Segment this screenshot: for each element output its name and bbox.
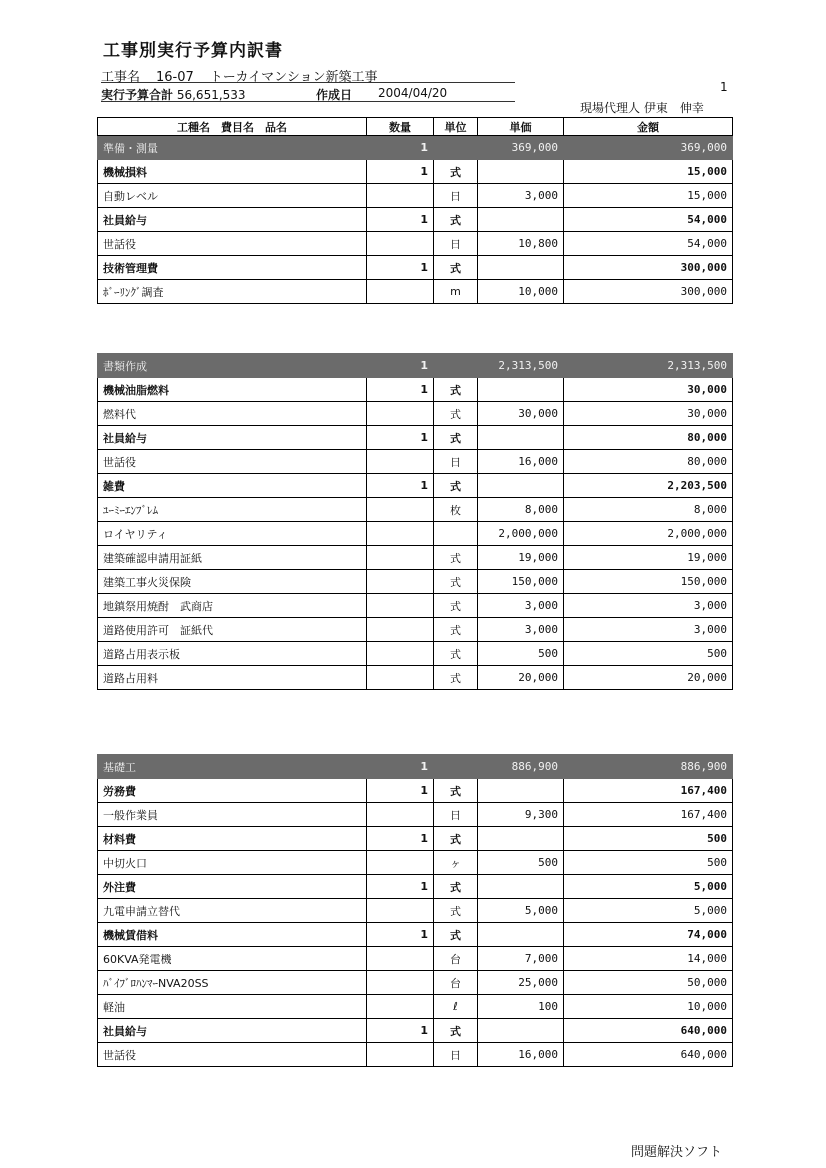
project-label: 工事名	[101, 70, 141, 85]
item-qty	[367, 899, 434, 923]
item-amount: 19,000	[564, 546, 733, 570]
item-name: 世話役	[98, 1043, 367, 1067]
item-unit: m	[434, 280, 478, 304]
item-qty	[367, 546, 434, 570]
category-amount: 15,000	[564, 160, 733, 184]
category-row	[98, 426, 733, 450]
column-header-row	[98, 118, 733, 136]
item-qty	[367, 280, 434, 304]
item-qty	[367, 1043, 434, 1067]
column-header-unit: 単位	[434, 118, 478, 136]
category-price	[478, 1019, 564, 1043]
item-unit	[434, 522, 478, 546]
item-row	[98, 402, 733, 426]
section-qty: 1	[367, 755, 434, 779]
item-amount: 150,000	[564, 570, 733, 594]
item-price: 10,800	[478, 232, 564, 256]
item-row	[98, 642, 733, 666]
item-amount: 30,000	[564, 402, 733, 426]
category-amount: 80,000	[564, 426, 733, 450]
item-row	[98, 522, 733, 546]
document-title: 工事別実行予算内訳書	[103, 41, 283, 61]
item-name: 道路占用表示板	[98, 642, 367, 666]
category-unit: 式	[434, 923, 478, 947]
section-qty: 1	[367, 136, 434, 160]
item-qty	[367, 642, 434, 666]
category-qty: 1	[367, 378, 434, 402]
item-row	[98, 803, 733, 827]
category-amount: 54,000	[564, 208, 733, 232]
category-name: 機械損料	[98, 160, 367, 184]
category-unit: 式	[434, 160, 478, 184]
item-amount: 3,000	[564, 618, 733, 642]
item-amount: 10,000	[564, 995, 733, 1019]
footer-brand: 問題解決ソフト	[631, 1145, 723, 1160]
category-qty: 1	[367, 923, 434, 947]
section-amount: 886,900	[564, 755, 733, 779]
category-name: 外注費	[98, 875, 367, 899]
category-name: 社員給与	[98, 426, 367, 450]
item-name: 燃料代	[98, 402, 367, 426]
section-price: 2,313,500	[478, 354, 564, 378]
item-name: 中切火口	[98, 851, 367, 875]
item-qty	[367, 666, 434, 690]
category-qty: 1	[367, 1019, 434, 1043]
item-row	[98, 594, 733, 618]
item-price: 500	[478, 642, 564, 666]
category-price	[478, 875, 564, 899]
item-unit: 台	[434, 947, 478, 971]
section-amount: 369,000	[564, 136, 733, 160]
category-unit: 式	[434, 875, 478, 899]
item-name: 軽油	[98, 995, 367, 1019]
item-name: ﾎﾞｰﾘﾝｸﾞ調査	[98, 280, 367, 304]
item-unit: 日	[434, 184, 478, 208]
item-row	[98, 899, 733, 923]
item-price: 5,000	[478, 899, 564, 923]
item-price: 9,300	[478, 803, 564, 827]
total-label: 実行予算合計	[101, 88, 174, 102]
category-qty: 1	[367, 208, 434, 232]
item-row	[98, 232, 733, 256]
category-amount: 2,203,500	[564, 474, 733, 498]
budget-section-table	[97, 117, 733, 304]
item-name: 自動レベル	[98, 184, 367, 208]
category-name: 技術管理費	[98, 256, 367, 280]
category-price	[478, 160, 564, 184]
total-value: 56,651,533	[176, 88, 246, 102]
category-qty: 1	[367, 827, 434, 851]
item-name: ロイヤリティ	[98, 522, 367, 546]
budget-section-table	[97, 353, 733, 690]
item-amount: 500	[564, 642, 733, 666]
item-name: 地鎮祭用焼酎 武商店	[98, 594, 367, 618]
item-price: 30,000	[478, 402, 564, 426]
item-price: 10,000	[478, 280, 564, 304]
item-row	[98, 280, 733, 304]
category-name: 社員給与	[98, 1019, 367, 1043]
section-header-row	[98, 136, 733, 160]
category-row	[98, 923, 733, 947]
item-unit: 式	[434, 618, 478, 642]
item-qty	[367, 995, 434, 1019]
item-amount: 300,000	[564, 280, 733, 304]
item-unit: 式	[434, 642, 478, 666]
category-price	[478, 208, 564, 232]
item-unit: 台	[434, 971, 478, 995]
item-name: 世話役	[98, 232, 367, 256]
category-row	[98, 208, 733, 232]
project-code: 16-07	[156, 70, 194, 85]
item-amount: 54,000	[564, 232, 733, 256]
item-qty	[367, 402, 434, 426]
category-name: 材料費	[98, 827, 367, 851]
page-number: 1	[720, 80, 728, 94]
item-amount: 640,000	[564, 1043, 733, 1067]
item-unit: 式	[434, 594, 478, 618]
category-amount: 500	[564, 827, 733, 851]
category-row	[98, 1019, 733, 1043]
section-header-row	[98, 755, 733, 779]
category-row	[98, 378, 733, 402]
item-row	[98, 498, 733, 522]
category-price	[478, 474, 564, 498]
item-price: 2,000,000	[478, 522, 564, 546]
category-amount: 167,400	[564, 779, 733, 803]
category-amount: 30,000	[564, 378, 733, 402]
item-amount: 14,000	[564, 947, 733, 971]
item-row	[98, 995, 733, 1019]
item-price: 100	[478, 995, 564, 1019]
item-amount: 5,000	[564, 899, 733, 923]
category-unit: 式	[434, 1019, 478, 1043]
item-row	[98, 971, 733, 995]
budget-section-table	[97, 754, 733, 1067]
category-unit: 式	[434, 474, 478, 498]
item-unit: ヶ	[434, 851, 478, 875]
section-unit	[434, 354, 478, 378]
item-qty	[367, 450, 434, 474]
category-price	[478, 779, 564, 803]
category-amount: 5,000	[564, 875, 733, 899]
item-amount: 3,000	[564, 594, 733, 618]
item-price: 3,000	[478, 618, 564, 642]
column-header-price: 単価	[478, 118, 564, 136]
item-row	[98, 947, 733, 971]
section-unit	[434, 755, 478, 779]
section-amount: 2,313,500	[564, 354, 733, 378]
item-price: 19,000	[478, 546, 564, 570]
category-qty: 1	[367, 160, 434, 184]
category-price	[478, 923, 564, 947]
category-amount: 74,000	[564, 923, 733, 947]
item-qty	[367, 618, 434, 642]
category-name: 雑費	[98, 474, 367, 498]
item-row	[98, 618, 733, 642]
item-name: 世話役	[98, 450, 367, 474]
item-unit: 式	[434, 402, 478, 426]
item-price: 8,000	[478, 498, 564, 522]
category-price	[478, 256, 564, 280]
item-price: 7,000	[478, 947, 564, 971]
section-name: 書類作成	[98, 354, 367, 378]
item-unit: 式	[434, 546, 478, 570]
category-unit: 式	[434, 426, 478, 450]
item-price: 16,000	[478, 450, 564, 474]
category-qty: 1	[367, 426, 434, 450]
column-header-name: 工種名 費目名 品名	[98, 118, 367, 136]
item-unit: 日	[434, 232, 478, 256]
category-price	[478, 378, 564, 402]
item-name: 60KVA発電機	[98, 947, 367, 971]
item-row	[98, 450, 733, 474]
category-row	[98, 779, 733, 803]
item-unit: 日	[434, 450, 478, 474]
category-name: 社員給与	[98, 208, 367, 232]
category-row	[98, 875, 733, 899]
column-header-qty: 数量	[367, 118, 434, 136]
category-row	[98, 474, 733, 498]
item-name: 道路使用許可 証紙代	[98, 618, 367, 642]
item-name: 一般作業員	[98, 803, 367, 827]
category-name: 機械賃借料	[98, 923, 367, 947]
item-amount: 15,000	[564, 184, 733, 208]
item-qty	[367, 184, 434, 208]
category-row	[98, 256, 733, 280]
category-amount: 300,000	[564, 256, 733, 280]
category-unit: 式	[434, 256, 478, 280]
item-qty	[367, 594, 434, 618]
section-header-row	[98, 354, 733, 378]
item-qty	[367, 498, 434, 522]
item-price: 3,000	[478, 594, 564, 618]
category-qty: 1	[367, 779, 434, 803]
section-name: 準備・測量	[98, 136, 367, 160]
item-name: 建築工事火災保険	[98, 570, 367, 594]
item-amount: 8,000	[564, 498, 733, 522]
category-row	[98, 160, 733, 184]
project-name: トーカイマンション新築工事	[209, 70, 378, 85]
category-qty: 1	[367, 875, 434, 899]
item-qty	[367, 803, 434, 827]
section-price: 369,000	[478, 136, 564, 160]
item-unit: 枚	[434, 498, 478, 522]
date-label: 作成日	[316, 88, 353, 102]
item-price: 16,000	[478, 1043, 564, 1067]
column-header-amount: 金額	[564, 118, 733, 136]
item-qty	[367, 570, 434, 594]
category-price	[478, 827, 564, 851]
item-row	[98, 546, 733, 570]
item-price: 25,000	[478, 971, 564, 995]
item-qty	[367, 971, 434, 995]
item-price: 20,000	[478, 666, 564, 690]
item-unit: 日	[434, 1043, 478, 1067]
item-name: 建築確認申請用証紙	[98, 546, 367, 570]
item-row	[98, 184, 733, 208]
category-unit: 式	[434, 378, 478, 402]
item-amount: 2,000,000	[564, 522, 733, 546]
item-name: 九電申請立替代	[98, 899, 367, 923]
item-unit: 日	[434, 803, 478, 827]
item-unit: 式	[434, 899, 478, 923]
item-price: 150,000	[478, 570, 564, 594]
category-unit: 式	[434, 208, 478, 232]
category-price	[478, 426, 564, 450]
project-underline	[101, 82, 515, 83]
item-unit: ℓ	[434, 995, 478, 1019]
section-name: 基礎工	[98, 755, 367, 779]
item-amount: 20,000	[564, 666, 733, 690]
item-amount: 50,000	[564, 971, 733, 995]
item-row	[98, 666, 733, 690]
category-name: 労務費	[98, 779, 367, 803]
item-unit: 式	[434, 570, 478, 594]
item-qty	[367, 232, 434, 256]
item-name: 道路占用料	[98, 666, 367, 690]
date-value: 2004/04/20	[378, 86, 448, 100]
category-qty: 1	[367, 474, 434, 498]
category-name: 機械油脂燃料	[98, 378, 367, 402]
site-manager: 現場代理人 伊東 伸幸	[580, 101, 704, 115]
item-qty	[367, 947, 434, 971]
item-name: ﾕｰﾐｰｴﾝﾌﾞﾚﾑ	[98, 498, 367, 522]
category-row	[98, 827, 733, 851]
item-amount: 80,000	[564, 450, 733, 474]
item-amount: 167,400	[564, 803, 733, 827]
item-name: ﾊﾞｲﾌﾞﾛﾊﾝﾏｰNVA20SS	[98, 971, 367, 995]
category-unit: 式	[434, 827, 478, 851]
section-price: 886,900	[478, 755, 564, 779]
section-qty: 1	[367, 354, 434, 378]
item-row	[98, 570, 733, 594]
item-row	[98, 851, 733, 875]
category-qty: 1	[367, 256, 434, 280]
category-unit: 式	[434, 779, 478, 803]
category-amount: 640,000	[564, 1019, 733, 1043]
item-qty	[367, 522, 434, 546]
item-price: 500	[478, 851, 564, 875]
item-price: 3,000	[478, 184, 564, 208]
summary-underline	[101, 101, 515, 102]
item-unit: 式	[434, 666, 478, 690]
section-unit	[434, 136, 478, 160]
item-row	[98, 1043, 733, 1067]
item-qty	[367, 851, 434, 875]
item-amount: 500	[564, 851, 733, 875]
